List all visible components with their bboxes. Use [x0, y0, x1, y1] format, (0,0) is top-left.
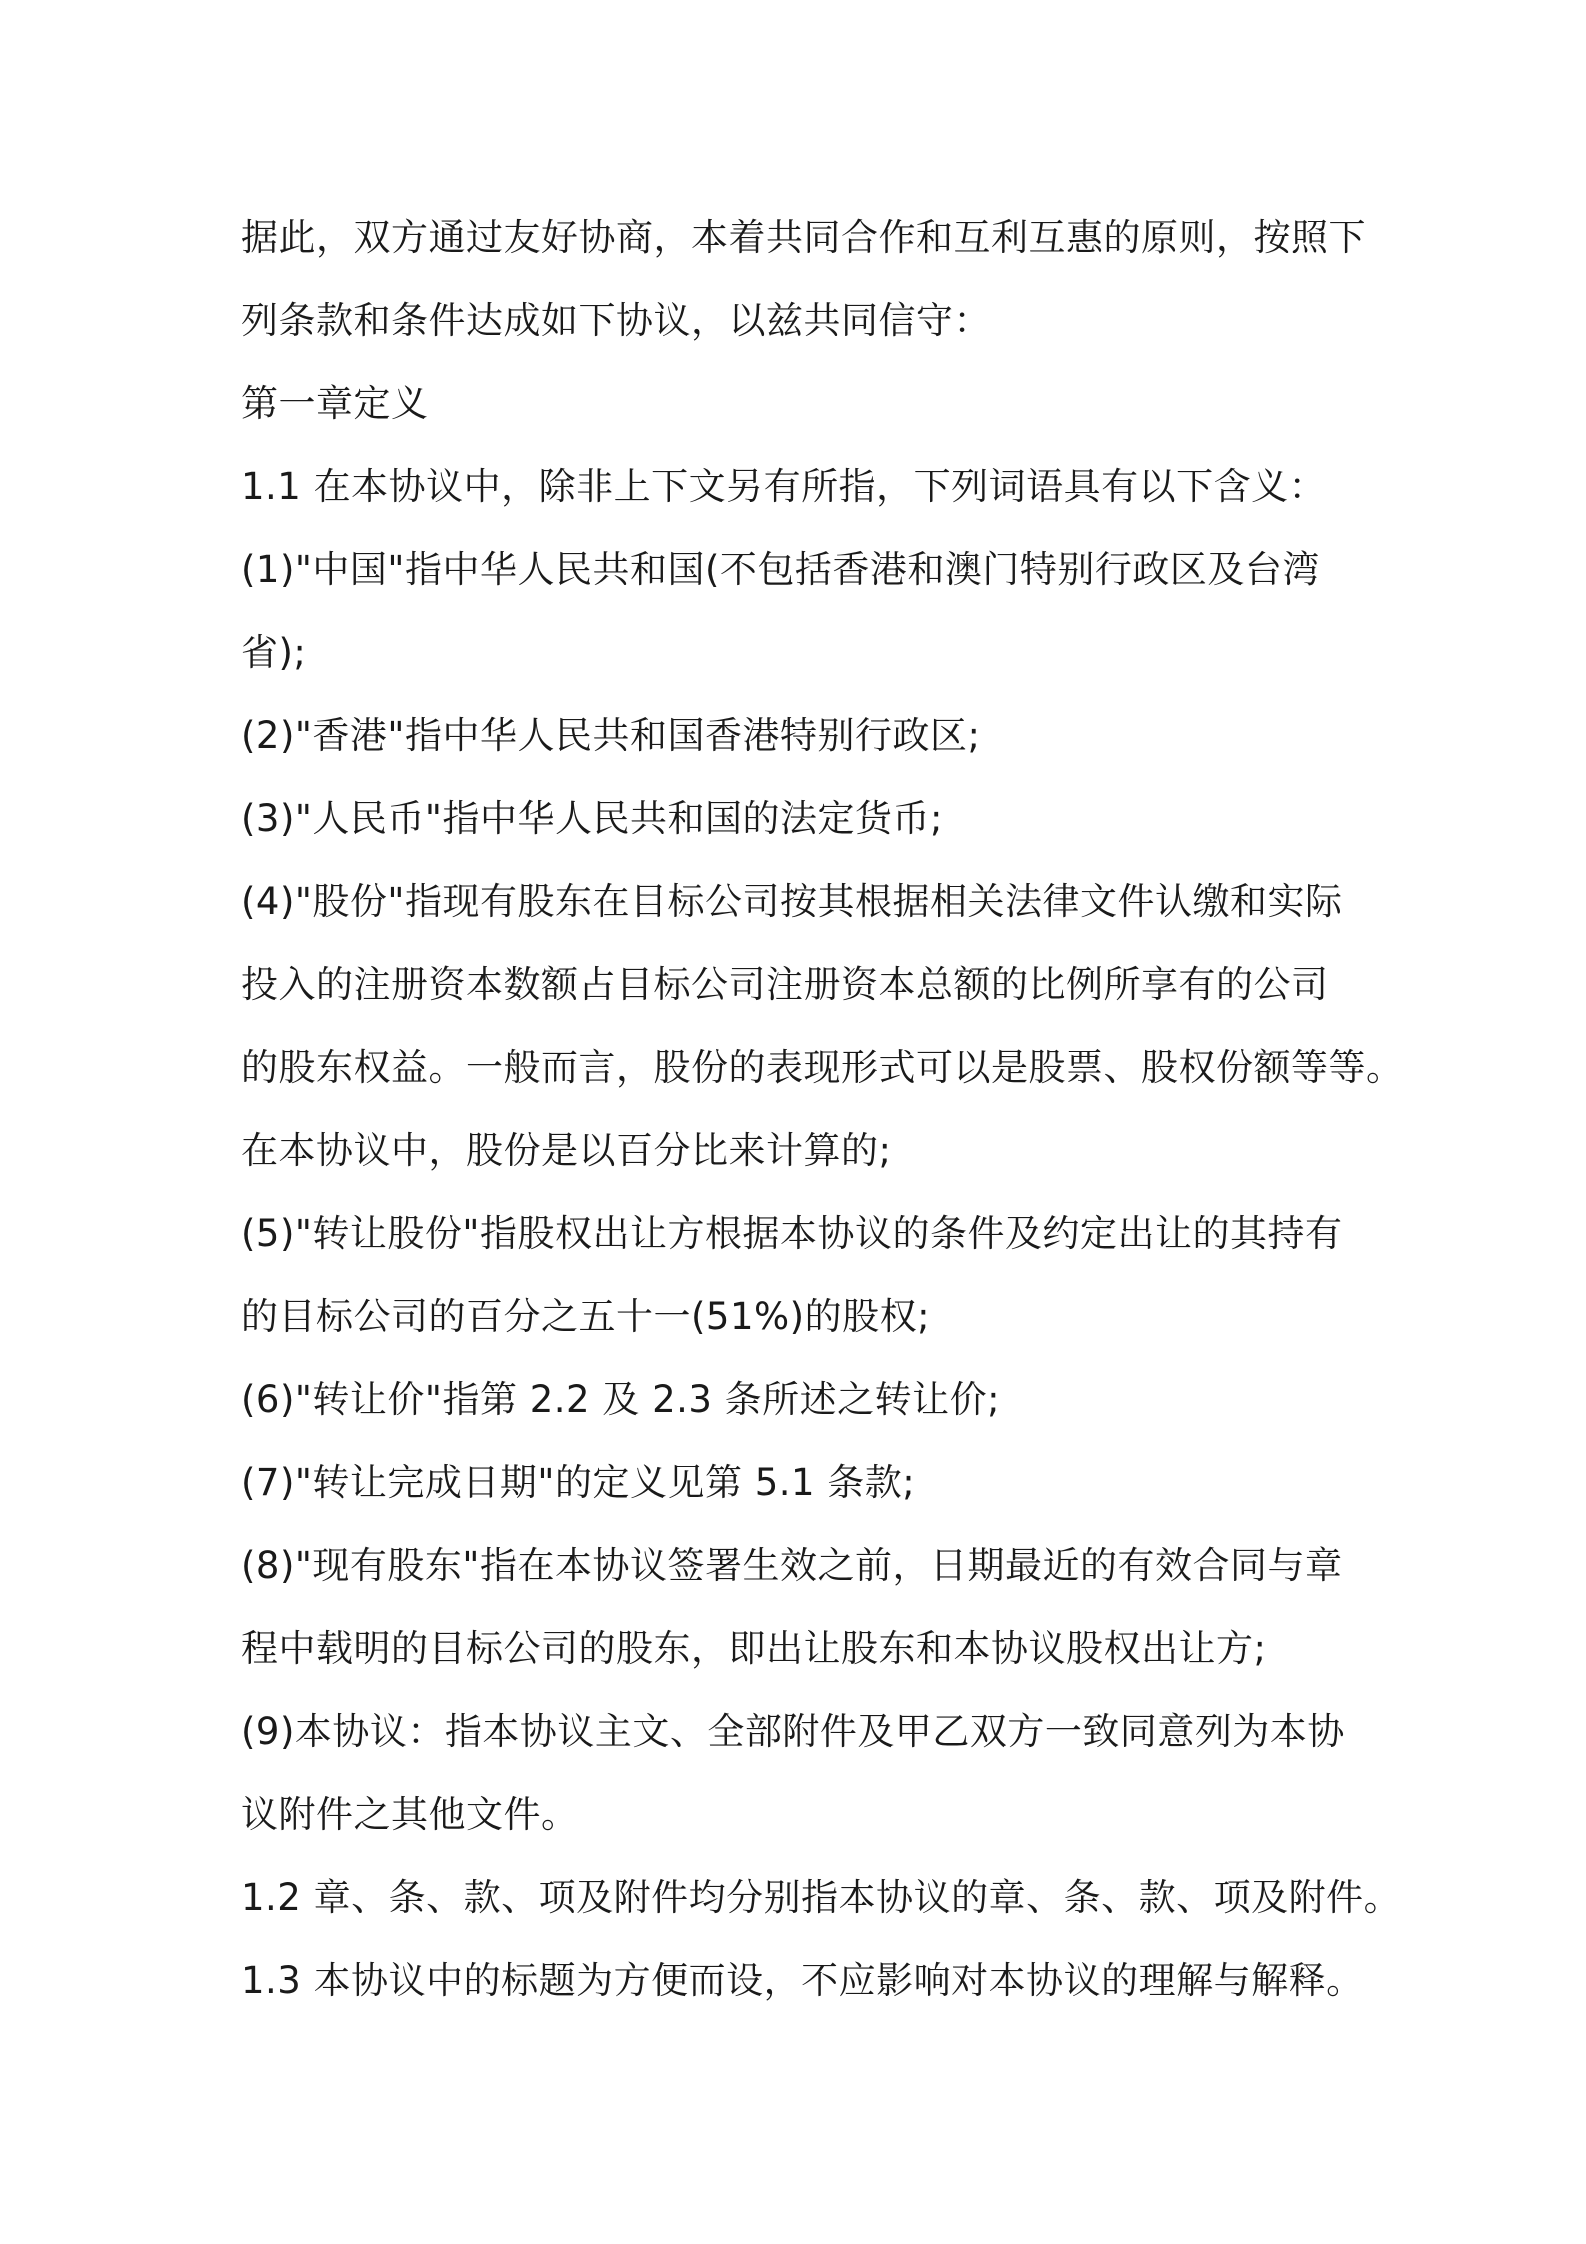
definition-5: (5)"转让股份"指股权出让方根据本协议的条件及约定出让的其持有	[241, 1212, 1343, 1255]
definition-9: (9)本协议：指本协议主文、全部附件及甲乙双方一致同意列为本协	[241, 1710, 1345, 1753]
text-line: 议附件之其他文件。	[241, 1793, 579, 1836]
definition-8: (8)"现有股东"指在本协议签署生效之前，日期最近的有效合同与章	[241, 1544, 1343, 1587]
definition-3: (3)"人民币"指中华人民共和国的法定货币;	[241, 797, 943, 840]
clause-1-1: 1.1 在本协议中，除非上下文另有所指，下列词语具有以下含义：	[241, 465, 1327, 508]
text-line: 据此，双方通过友好协商，本着共同合作和互利互惠的原则，按照下	[241, 216, 1366, 259]
definition-4: (4)"股份"指现有股东在目标公司按其根据相关法律文件认缴和实际	[241, 880, 1343, 923]
text-line: 投入的注册资本数额占目标公司注册资本总额的比例所享有的公司	[241, 963, 1329, 1006]
definition-6: (6)"转让价"指第 2.2 及 2.3 条所述之转让价;	[241, 1378, 1001, 1421]
text-line: 在本协议中，股份是以百分比来计算的;	[241, 1129, 892, 1172]
clause-1-3: 1.3 本协议中的标题为方便而设，不应影响对本协议的理解与解释。	[241, 1959, 1364, 2002]
clause-1-2: 1.2 章、条、款、项及附件均分别指本协议的章、条、款、项及附件。	[241, 1876, 1402, 1919]
text-line: 省);	[241, 631, 307, 674]
text-line: 的目标公司的百分之五十一(51%)的股权;	[241, 1295, 931, 1338]
text-line: 的股东权益。一般而言，股份的表现形式可以是股票、股权份额等等。	[241, 1046, 1404, 1089]
definition-1: (1)"中国"指中华人民共和国(不包括香港和澳门特别行政区及台湾	[241, 548, 1320, 591]
chapter-heading: 第一章定义	[241, 382, 429, 425]
text-line: 列条款和条件达成如下协议，以兹共同信守：	[241, 299, 991, 342]
text-line: 程中载明的目标公司的股东，即出让股东和本协议股权出让方;	[241, 1627, 1267, 1670]
definition-7: (7)"转让完成日期"的定义见第 5.1 条款;	[241, 1461, 916, 1504]
definition-2: (2)"香港"指中华人民共和国香港特别行政区;	[241, 714, 981, 757]
document-body	[241, 196, 1404, 2022]
